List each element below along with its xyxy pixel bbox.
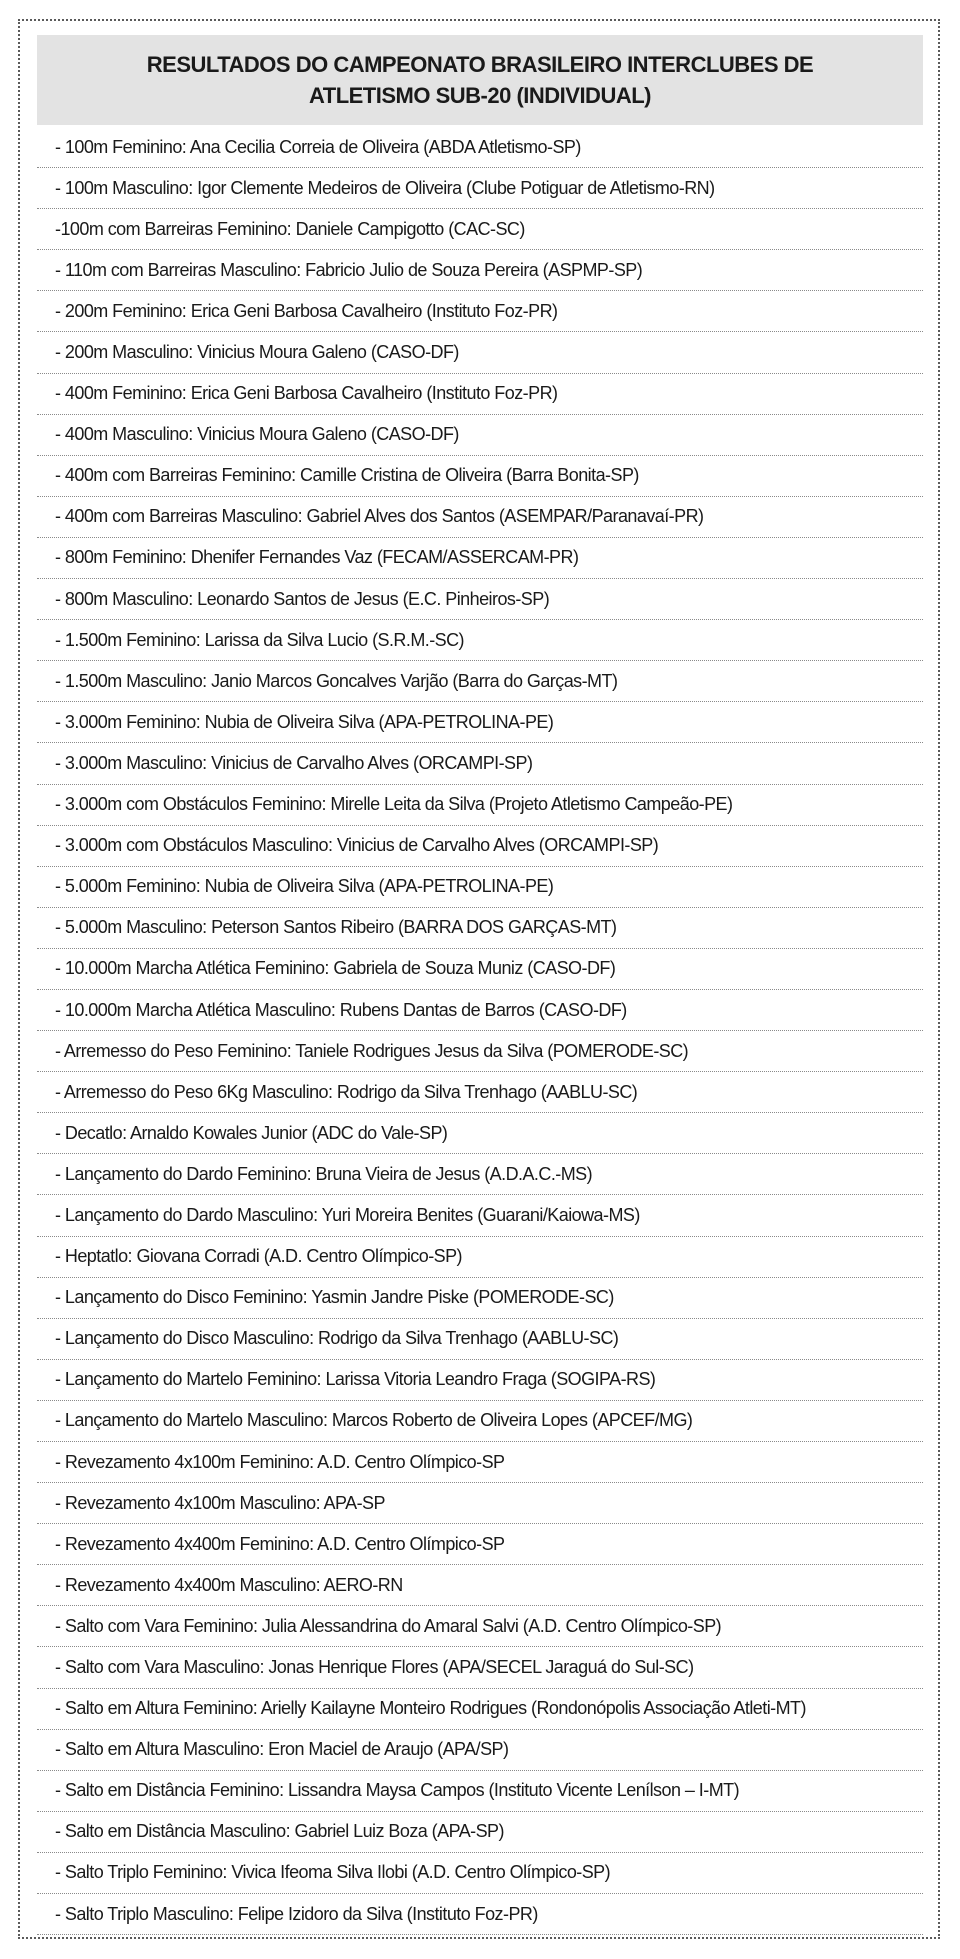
result-text: - 400m com Barreiras Masculino: Gabriel Alves dos Santos (ASEMPAR/Paranavaí-PR)	[55, 506, 704, 527]
result-text: - Salto em Distância Masculino: Gabriel Luiz Boza (APA-SP)	[55, 1821, 504, 1842]
result-row	[37, 1237, 923, 1278]
result-row	[37, 456, 923, 497]
result-text: - 400m Masculino: Vinicius Moura Galeno (CASO-DF)	[55, 424, 459, 445]
result-text: -100m com Barreiras Feminino: Daniele Campigotto (CAC-SC)	[55, 218, 525, 239]
title-line-1: RESULTADOS DO CAMPEONATO BRASILEIRO INTERCLUBES DE	[146, 52, 814, 77]
result-text: - Revezamento 4x400m Masculino: AERO-RN	[55, 1574, 403, 1595]
result-text: - Salto com Vara Feminino: Julia Alessandrina do Amaral Salvi (A.D. Centro Olímpico-SP)	[55, 1615, 722, 1636]
result-row	[37, 785, 923, 826]
result-text: - 3.000m com Obstáculos Masculino: Vinicius de Carvalho Alves (ORCAMPI-SP)	[55, 835, 659, 856]
result-row	[37, 743, 923, 784]
result-row	[37, 990, 923, 1031]
result-text: - Revezamento 4x100m Masculino: APA-SP	[55, 1492, 385, 1513]
result-text: - Heptatlo: Giovana Corradi (A.D. Centro Olímpico-SP)	[55, 1246, 462, 1267]
result-text: - Arremesso do Peso Feminino: Taniele Rodrigues Jesus da Silva (POMERODE-SC)	[55, 1040, 689, 1061]
result-row	[37, 661, 923, 702]
result-row	[37, 1113, 923, 1154]
result-text: - 5.000m Masculino: Peterson Santos Ribeiro (BARRA DOS GARÇAS-MT)	[55, 917, 617, 938]
result-text: - Lançamento do Dardo Masculino: Yuri Moreira Benites (Guarani/Kaiowa-MS)	[55, 1204, 640, 1225]
result-row	[37, 1853, 923, 1894]
result-row	[37, 1565, 923, 1606]
result-text: - 3.000m Feminino: Nubia de Oliveira Silva (APA-PETROLINA-PE)	[55, 711, 554, 732]
result-text: - 1.500m Feminino: Larissa da Silva Lucio (S.R.M.-SC)	[55, 629, 465, 650]
result-text: - Salto com Vara Masculino: Jonas Henrique Flores (APA/SECEL Jaraguá do Sul-SC)	[55, 1657, 694, 1678]
result-row	[37, 1401, 923, 1442]
result-row	[37, 1894, 923, 1935]
result-text: - 800m Masculino: Leonardo Santos de Jesus (E.C. Pinheiros-SP)	[55, 588, 550, 609]
result-text: - Decatlo: Arnaldo Kowales Junior (ADC do Vale-SP)	[55, 1122, 448, 1143]
result-row	[37, 127, 923, 168]
result-text: - Arremesso do Peso 6Kg Masculino: Rodrigo da Silva Trenhago (AABLU-SC)	[55, 1081, 638, 1102]
result-row	[37, 1606, 923, 1647]
result-text: - Salto em Distância Feminino: Lissandra Maysa Campos (Instituto Vicente Lenílson – I-MT)	[55, 1780, 740, 1801]
result-text: - 5.000m Feminino: Nubia de Oliveira Silva (APA-PETROLINA-PE)	[55, 876, 554, 897]
results-list	[37, 127, 923, 1935]
result-row	[37, 1483, 923, 1524]
result-row	[37, 908, 923, 949]
result-text: - 10.000m Marcha Atlética Masculino: Rubens Dantas de Barros (CASO-DF)	[55, 999, 627, 1020]
result-text: - Salto em Altura Masculino: Eron Maciel de Araujo (APA/SP)	[55, 1739, 509, 1760]
result-row	[37, 250, 923, 291]
result-text: - 10.000m Marcha Atlética Feminino: Gabriela de Souza Muniz (CASO-DF)	[55, 958, 616, 979]
result-text: - 200m Masculino: Vinicius Moura Galeno (CASO-DF)	[55, 342, 459, 363]
result-text: - Revezamento 4x400m Feminino: A.D. Centro Olímpico-SP	[55, 1533, 505, 1554]
result-text: - Salto Triplo Masculino: Felipe Izidoro da Silva (Instituto Foz-PR)	[55, 1903, 538, 1924]
result-row	[37, 579, 923, 620]
result-row	[37, 1072, 923, 1113]
result-text: - 400m com Barreiras Feminino: Camille Cristina de Oliveira (Barra Bonita-SP)	[55, 465, 639, 486]
result-text: - Lançamento do Disco Feminino: Yasmin Jandre Piske (POMERODE-SC)	[55, 1287, 614, 1308]
result-row	[37, 1031, 923, 1072]
result-text: - Lançamento do Martelo Masculino: Marcos Roberto de Oliveira Lopes (APCEF/MG)	[55, 1410, 693, 1431]
result-row	[37, 867, 923, 908]
result-row	[37, 1812, 923, 1853]
result-text: - Revezamento 4x100m Feminino: A.D. Centro Olímpico-SP	[55, 1451, 505, 1472]
result-text: - Salto Triplo Feminino: Vivica Ifeoma Silva Ilobi (A.D. Centro Olímpico-SP)	[55, 1862, 611, 1883]
result-row	[37, 1195, 923, 1236]
result-row	[37, 332, 923, 373]
result-row	[37, 702, 923, 743]
result-row	[37, 415, 923, 456]
result-text: - 800m Feminino: Dhenifer Fernandes Vaz (FECAM/ASSERCAM-PR)	[55, 547, 579, 568]
result-row	[37, 291, 923, 332]
result-row	[37, 1154, 923, 1195]
result-text: - 400m Feminino: Erica Geni Barbosa Cavalheiro (Instituto Foz-PR)	[55, 383, 558, 404]
result-text: - 3.000m Masculino: Vinicius de Carvalho Alves (ORCAMPI-SP)	[55, 752, 533, 773]
result-row	[37, 374, 923, 415]
result-row	[37, 949, 923, 990]
result-row	[37, 538, 923, 579]
result-text: - Lançamento do Dardo Feminino: Bruna Vieira de Jesus (A.D.A.C.-MS)	[55, 1163, 593, 1184]
result-text: - 3.000m com Obstáculos Feminino: Mirelle Leita da Silva (Projeto Atletismo Campeão-PE)	[55, 794, 733, 815]
result-text: - 110m com Barreiras Masculino: Fabricio Julio de Souza Pereira (ASPMP-SP)	[55, 259, 643, 280]
title-box	[37, 35, 923, 125]
result-text: - Salto em Altura Feminino: Arielly Kailayne Monteiro Rodrigues (Rondonópolis Associação Atleti-MT)	[55, 1698, 806, 1719]
result-row	[37, 1647, 923, 1688]
result-row	[37, 1524, 923, 1565]
result-row	[37, 1771, 923, 1812]
result-row	[37, 1278, 923, 1319]
result-row	[37, 1319, 923, 1360]
result-row	[37, 1730, 923, 1771]
title-line-2: ATLETISMO SUB-20 (INDIVIDUAL)	[309, 83, 651, 108]
result-row	[37, 620, 923, 661]
result-text: - Lançamento do Disco Masculino: Rodrigo da Silva Trenhago (AABLU-SC)	[55, 1328, 619, 1349]
result-row	[37, 209, 923, 250]
result-row	[37, 168, 923, 209]
result-row	[37, 1689, 923, 1730]
result-row	[37, 1442, 923, 1483]
result-text: - 100m Feminino: Ana Cecilia Correia de Oliveira (ABDA Atletismo-SP)	[55, 136, 581, 157]
result-text: - 100m Masculino: Igor Clemente Medeiros de Oliveira (Clube Potiguar de Atletismo-RN)	[55, 177, 715, 198]
result-row	[37, 497, 923, 538]
result-row	[37, 1360, 923, 1401]
result-row	[37, 826, 923, 867]
result-text: - 200m Feminino: Erica Geni Barbosa Cavalheiro (Instituto Foz-PR)	[55, 300, 558, 321]
result-text: - 1.500m Masculino: Janio Marcos Goncalves Varjão (Barra do Garças-MT)	[55, 670, 618, 691]
result-text: - Lançamento do Martelo Feminino: Larissa Vitoria Leandro Fraga (SOGIPA-RS)	[55, 1369, 656, 1390]
